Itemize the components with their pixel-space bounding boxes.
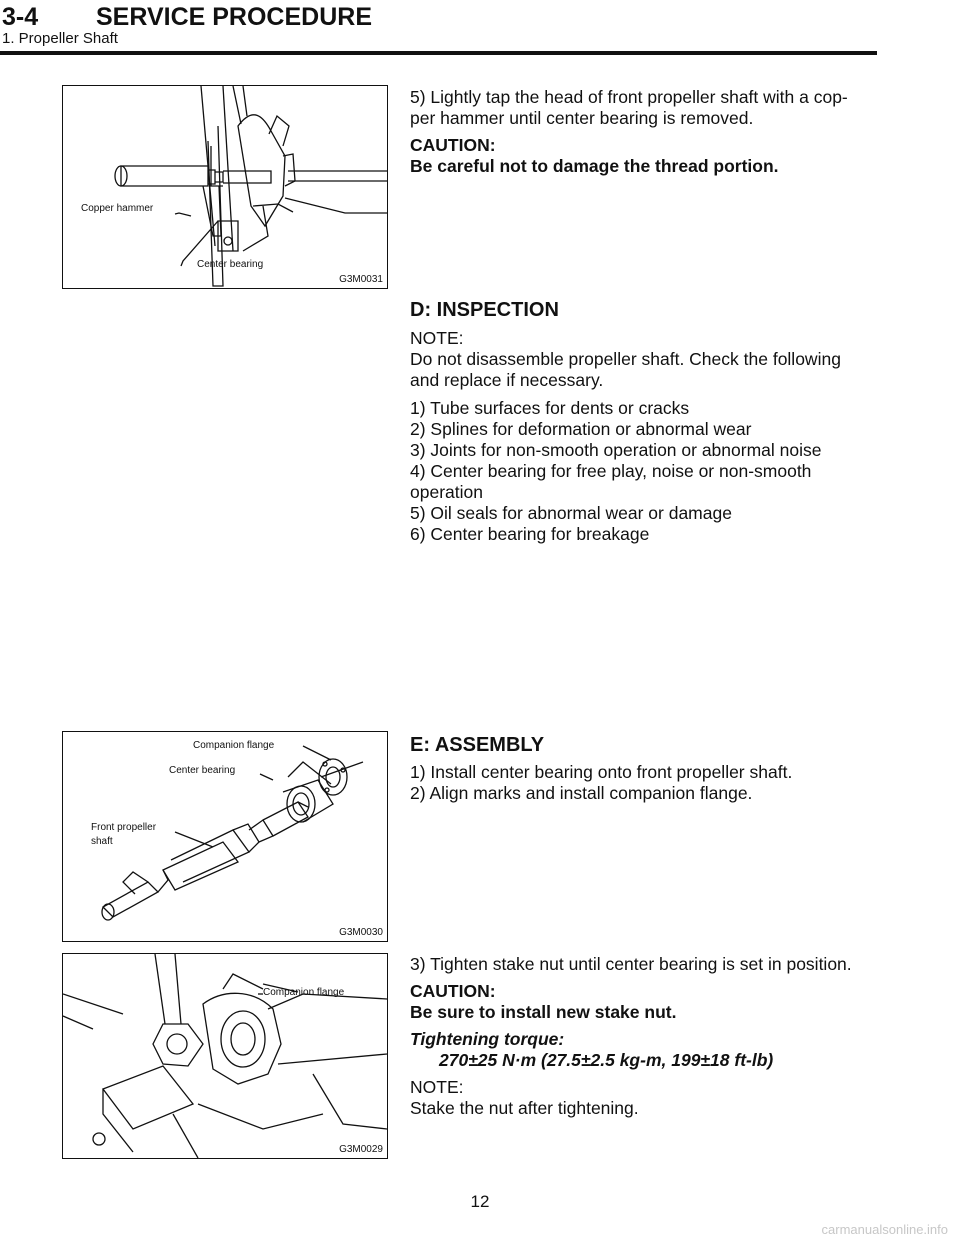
note-line-1: Do not disassemble propeller shaft. Check the following bbox=[410, 349, 841, 369]
page-title: SERVICE PROCEDURE bbox=[96, 3, 372, 31]
torque-value: 270±25 N·m (27.5±2.5 kg-m, 199±18 ft-lb) bbox=[439, 1050, 774, 1070]
callout-center-bearing: Center bearing bbox=[169, 765, 236, 776]
caution-text: Be careful not to damage the thread portion. bbox=[410, 156, 779, 176]
page-number: 12 bbox=[470, 1192, 490, 1211]
step-5-line-2: per hammer until center bearing is removed. bbox=[410, 108, 754, 128]
inspection-section bbox=[410, 298, 880, 545]
callout-companion-flange: Companion flange bbox=[263, 987, 345, 998]
figure-illustration bbox=[63, 86, 387, 288]
inspection-item: 4) Center bearing for free play, noise or non-smooth bbox=[410, 461, 812, 481]
figure-illustration bbox=[63, 954, 387, 1158]
callout-companion-flange: Companion flange bbox=[193, 740, 275, 751]
caution-label: CAUTION: bbox=[410, 135, 496, 155]
section-number: 3-4 bbox=[2, 3, 39, 31]
inspection-item: 1) Tube surfaces for dents or cracks bbox=[410, 398, 690, 418]
callout-front-propeller: Front propeller bbox=[91, 822, 157, 833]
figure-code: G3M0030 bbox=[339, 927, 383, 938]
figure-code: G3M0031 bbox=[339, 274, 383, 285]
inspection-heading: D: INSPECTION bbox=[410, 299, 559, 321]
callout-shaft: shaft bbox=[91, 836, 113, 847]
figure-propeller-shaft bbox=[62, 731, 388, 942]
step-3-block bbox=[410, 954, 885, 1119]
step-5-line-1: 5) Lightly tap the head of front propeller shaft with a cop- bbox=[410, 87, 848, 107]
page-subtitle: 1. Propeller Shaft bbox=[2, 30, 118, 47]
step-3-text: 3) Tighten stake nut until center bearing is set in position. bbox=[410, 954, 852, 974]
note-label: NOTE: bbox=[410, 1077, 464, 1097]
callout-copper-hammer: Copper hammer bbox=[81, 203, 154, 214]
assembly-heading: E: ASSEMBLY bbox=[410, 734, 545, 756]
inspection-item: 6) Center bearing for breakage bbox=[410, 524, 650, 544]
figure-stake-nut bbox=[62, 953, 388, 1159]
note-line-2: and replace if necessary. bbox=[410, 370, 604, 390]
assembly-section bbox=[410, 733, 880, 804]
inspection-item: 2) Splines for deformation or abnormal wear bbox=[410, 419, 752, 439]
note-label: NOTE: bbox=[410, 328, 464, 348]
assembly-item: 2) Align marks and install companion flange. bbox=[410, 783, 753, 803]
assembly-item: 1) Install center bearing onto front propeller shaft. bbox=[410, 762, 793, 782]
watermark: carmanualsonline.info bbox=[821, 1222, 948, 1237]
caution-text: Be sure to install new stake nut. bbox=[410, 1002, 677, 1022]
caution-label: CAUTION: bbox=[410, 981, 496, 1001]
note-text: Stake the nut after tightening. bbox=[410, 1098, 639, 1118]
inspection-item: 5) Oil seals for abnormal wear or damage bbox=[410, 503, 732, 523]
torque-label: Tightening torque: bbox=[410, 1029, 565, 1049]
inspection-item: 3) Joints for non-smooth operation or abnormal noise bbox=[410, 440, 822, 460]
figure-copper-hammer bbox=[62, 85, 388, 289]
figure-code: G3M0029 bbox=[339, 1144, 383, 1155]
step-5-block bbox=[410, 87, 880, 177]
header-rule bbox=[0, 51, 877, 55]
callout-center-bearing: Center bearing bbox=[197, 259, 264, 270]
inspection-item: operation bbox=[410, 482, 483, 502]
